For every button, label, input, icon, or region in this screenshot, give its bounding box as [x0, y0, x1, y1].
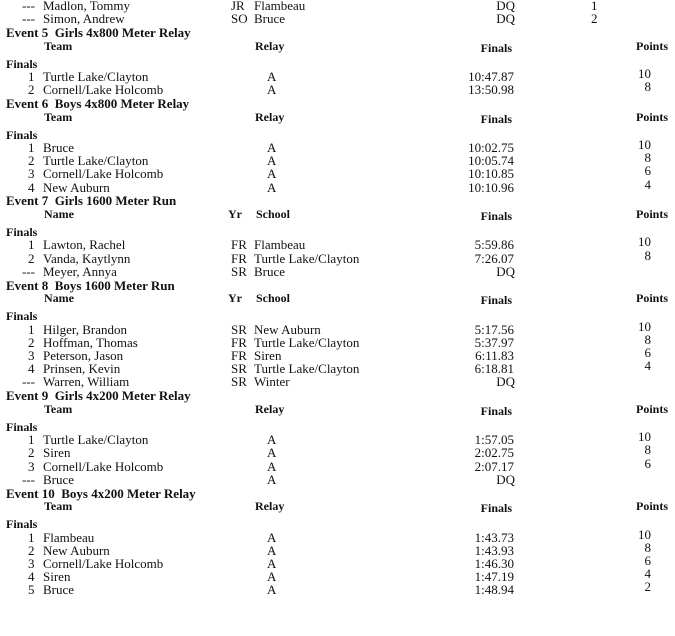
final-mark: 5:17.56 — [474, 321, 514, 337]
place: --- — [22, 11, 35, 27]
final-mark: DQ — [496, 0, 515, 13]
result-row — [0, 553, 675, 571]
column-headers — [0, 499, 675, 516]
place: 1 — [28, 432, 35, 448]
final-mark: 13:50.98 — [468, 82, 514, 98]
relay-letter: A — [267, 153, 277, 169]
final-mark: 5:37.97 — [474, 334, 514, 350]
place: --- — [22, 374, 35, 390]
points: 4 — [644, 358, 651, 374]
place: 3 — [28, 166, 35, 182]
athlete-school: Flambeau — [254, 237, 306, 253]
points: 8 — [644, 539, 651, 555]
final-mark: 6:18.81 — [474, 361, 514, 377]
points: 2 — [644, 579, 651, 595]
place: 2 — [28, 153, 35, 169]
final-mark: 10:05.74 — [468, 153, 514, 169]
athlete-school: Flambeau — [254, 0, 306, 13]
place: 1 — [28, 69, 35, 84]
relay-letter: A — [267, 445, 277, 461]
athlete-year: FR — [231, 250, 247, 266]
athlete-school: Siren — [254, 348, 282, 363]
header-school: School — [256, 207, 291, 221]
place: 3 — [28, 348, 35, 363]
final-mark: 1:57.05 — [474, 432, 514, 448]
final-mark: 1:48.94 — [474, 582, 514, 598]
points: 8 — [644, 442, 651, 458]
final-mark: DQ — [496, 471, 515, 487]
place: 1 — [28, 529, 35, 545]
points: 10 — [638, 429, 651, 445]
athlete-name: Hilger, Brandon — [43, 321, 127, 337]
team-name: New Auburn — [43, 542, 110, 558]
final-mark: 6:11.83 — [475, 348, 514, 363]
athlete-year: FR — [231, 348, 247, 363]
team-name: Flambeau — [43, 529, 95, 545]
final-mark: 10:47.87 — [468, 69, 514, 84]
relay-letter: A — [267, 69, 277, 84]
place: 1 — [28, 237, 35, 253]
points: 4 — [644, 566, 651, 582]
final-mark: DQ — [496, 11, 515, 27]
section-label — [0, 128, 675, 142]
final-mark: 10:02.75 — [468, 140, 514, 155]
result-row — [0, 566, 675, 585]
final-mark: 7:26.07 — [474, 250, 514, 266]
athlete-name: Meyer, Annya — [43, 263, 117, 279]
athlete-name: Simon, Andrew — [43, 11, 125, 27]
place: 2 — [28, 445, 35, 461]
place: 2 — [28, 250, 35, 266]
points: 10 — [638, 318, 651, 334]
team-name: New Auburn — [43, 179, 110, 195]
header-team: Team — [44, 401, 73, 416]
final-mark: 10:10.85 — [468, 166, 514, 182]
header-year: Yr — [228, 291, 242, 306]
points: 4 — [644, 176, 651, 192]
athlete-year: FR — [231, 237, 247, 253]
team-name: Bruce — [43, 471, 75, 487]
team-name: Bruce — [43, 140, 75, 155]
header-year: Yr — [228, 207, 242, 221]
result-row — [0, 579, 675, 598]
athlete-year: JR — [231, 0, 245, 13]
place: --- — [22, 0, 35, 13]
final-mark: 5:59.86 — [474, 237, 514, 253]
place: 3 — [28, 556, 35, 571]
athlete-school: Winter — [254, 374, 290, 390]
athlete-year: SR — [231, 263, 247, 279]
points: 8 — [644, 331, 651, 347]
result-row — [0, 455, 675, 474]
athlete-year: SO — [231, 11, 248, 27]
header-points: Points — [635, 291, 668, 306]
header-points: Points — [635, 499, 668, 514]
place: --- — [22, 263, 35, 279]
final-mark: DQ — [496, 374, 515, 390]
finals-label: Finals — [6, 309, 38, 324]
column-headers — [0, 291, 675, 308]
athlete-school: New Auburn — [254, 321, 321, 337]
team-name: Turtle Lake/Clayton — [43, 432, 149, 448]
event-title-text: Event 10 Boys 4x200 Meter Relay — [6, 485, 196, 501]
relay-letter: A — [267, 556, 277, 571]
athlete-name: Lawton, Rachel — [43, 237, 126, 253]
place: 2 — [28, 82, 35, 98]
athlete-name: Peterson, Jason — [43, 348, 124, 363]
points: 6 — [644, 455, 651, 471]
athlete-name: Madlon, Tommy — [43, 0, 130, 13]
relay-letter: A — [267, 569, 277, 585]
header-relay: Relay — [255, 38, 285, 53]
points: 8 — [644, 150, 651, 166]
header-finals: Finals — [480, 403, 512, 418]
finals-label: Finals — [6, 225, 38, 240]
points: 10 — [638, 526, 651, 542]
place: --- — [22, 471, 35, 487]
final-mark: 1:43.73 — [474, 529, 514, 545]
header-name: Name — [44, 207, 74, 221]
place: 2 — [28, 542, 35, 558]
final-mark: 2:02.75 — [474, 445, 514, 461]
team-name: Bruce — [43, 582, 75, 598]
athlete-name: Hoffman, Thomas — [43, 334, 138, 350]
finals-label: Finals — [6, 517, 38, 532]
header-finals: Finals — [480, 111, 512, 126]
final-mark: 2:07.17 — [474, 458, 514, 474]
athlete-year: SR — [231, 321, 247, 337]
finals-label: Finals — [6, 56, 38, 71]
athlete-year: SR — [231, 361, 247, 377]
finals-label: Finals — [6, 420, 38, 434]
relay-letter: A — [267, 432, 277, 448]
result-row — [0, 265, 675, 279]
relay-letter: A — [267, 582, 277, 598]
place: 2 — [28, 334, 35, 350]
team-name: Cornell/Lake Holcomb — [43, 458, 164, 474]
relay-letter: A — [267, 140, 277, 155]
header-relay: Relay — [255, 401, 285, 416]
relay-letter: A — [267, 529, 277, 545]
final-mark: 1:47.19 — [474, 569, 514, 585]
points: 8 — [644, 79, 651, 95]
relay-letter: A — [267, 179, 277, 195]
column-headers — [0, 402, 675, 416]
header-points: Points — [635, 38, 668, 53]
relay-letter: A — [267, 542, 277, 558]
points: 10 — [638, 234, 651, 250]
header-name: Name — [44, 291, 74, 306]
place: 4 — [28, 179, 35, 195]
result-row — [0, 473, 675, 487]
place: 5 — [28, 582, 35, 598]
column-headers — [0, 39, 675, 53]
place: 1 — [28, 321, 35, 337]
athlete-school: Turtle Lake/Clayton — [254, 250, 360, 266]
final-mark: 1:46.30 — [474, 556, 514, 571]
event-title-text: Event 5 Girls 4x800 Meter Relay — [6, 24, 191, 40]
points: 10 — [638, 137, 651, 152]
athlete-name: Warren, William — [43, 374, 130, 390]
heat-number: 1 — [591, 0, 598, 13]
athlete-school: Bruce — [254, 11, 286, 27]
place: 4 — [28, 361, 35, 377]
athlete-year: SR — [231, 374, 247, 390]
event-title-text: Event 6 Boys 4x800 Meter Relay — [6, 95, 190, 111]
header-finals: Finals — [480, 501, 512, 516]
team-name: Siren — [43, 445, 71, 461]
heat-number: 2 — [591, 11, 598, 27]
header-finals: Finals — [480, 209, 512, 223]
header-school: School — [256, 291, 291, 306]
header-finals: Finals — [480, 40, 512, 55]
team-name: Cornell/Lake Holcomb — [43, 82, 164, 98]
team-name: Siren — [43, 569, 71, 585]
team-name: Turtle Lake/Clayton — [43, 153, 149, 169]
place: 4 — [28, 569, 35, 585]
relay-letter: A — [267, 458, 277, 474]
final-mark: 10:10.96 — [468, 179, 514, 195]
result-row — [0, 429, 675, 448]
header-points: Points — [635, 109, 668, 124]
header-points: Points — [635, 401, 668, 416]
team-name: Cornell/Lake Holcomb — [43, 556, 164, 571]
event-title-text: Event 8 Boys 1600 Meter Run — [6, 277, 175, 293]
place: 3 — [28, 458, 35, 474]
section-label — [0, 517, 675, 531]
event-title-text: Event 9 Girls 4x200 Meter Relay — [6, 388, 191, 404]
athlete-name: Prinsen, Kevin — [43, 361, 121, 377]
final-mark: DQ — [496, 263, 515, 279]
relay-letter: A — [267, 82, 277, 98]
final-mark: 1:43.93 — [474, 542, 514, 558]
column-headers — [0, 207, 675, 221]
points: 6 — [644, 163, 651, 179]
header-team: Team — [44, 38, 73, 53]
relay-letter: A — [267, 471, 277, 487]
points: 10 — [638, 66, 651, 81]
points: 8 — [644, 247, 651, 263]
team-name: Cornell/Lake Holcomb — [43, 166, 164, 182]
header-points: Points — [635, 207, 668, 221]
header-team: Team — [44, 109, 73, 124]
header-relay: Relay — [255, 499, 285, 514]
event-title-text: Event 7 Girls 1600 Meter Run — [6, 193, 177, 209]
place: 1 — [28, 140, 35, 155]
finals-label: Finals — [6, 127, 38, 142]
athlete-school: Turtle Lake/Clayton — [254, 361, 360, 377]
athlete-school: Bruce — [254, 263, 286, 279]
points: 6 — [644, 345, 651, 360]
header-finals: Finals — [480, 293, 512, 308]
header-relay: Relay — [255, 109, 285, 124]
relay-letter: A — [267, 166, 277, 182]
athlete-year: FR — [231, 334, 247, 350]
column-headers — [0, 110, 675, 124]
header-team: Team — [44, 499, 73, 514]
athlete-name: Vanda, Kaytlynn — [43, 250, 131, 266]
athlete-school: Turtle Lake/Clayton — [254, 334, 360, 350]
points: 6 — [644, 553, 651, 568]
team-name: Turtle Lake/Clayton — [43, 69, 149, 84]
